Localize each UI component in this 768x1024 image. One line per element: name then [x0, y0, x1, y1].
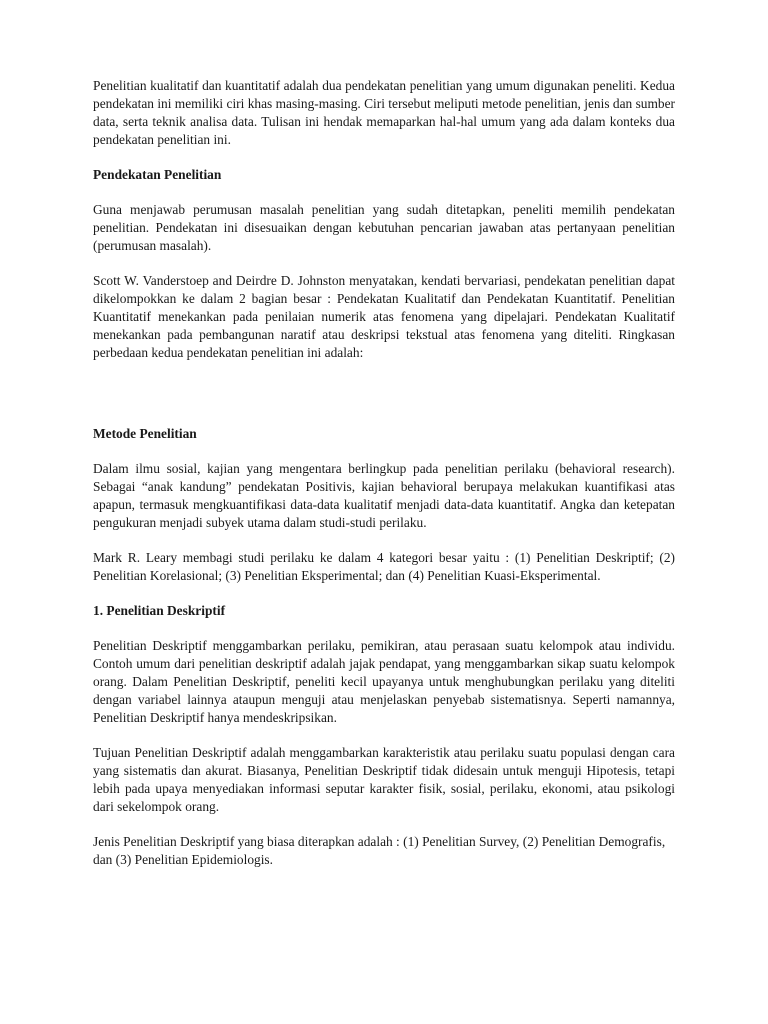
intro-paragraph: Penelitian kualitatif dan kuantitatif adalah dua pendekatan penelitian yang umum digunakan peneliti. Kedua pendekatan ini memiliki ciri khas masing-masing. Ciri tersebut meliputi metode penelitian, jenis dan sumber data, serta teknik analisa data. Tulisan ini hendak memaparkan hal-hal umum yang ada dalam konteks dua pendekatan penelitian ini. [93, 78, 675, 147]
paragraph: Jenis Penelitian Deskriptif yang biasa diterapkan adalah : (1) Penelitian Survey, (2) Penelitian Demografis, dan (3) Penelitian Epidemiologis. [93, 834, 666, 867]
section-heading-metode: Metode Penelitian [93, 426, 197, 441]
paragraph: Guna menjawab perumusan masalah penelitian yang sudah ditetapkan, peneliti memilih pendekatan penelitian. Pendekatan ini disesuaikan dengan kebutuhan pencarian jawaban atas pertanyaan penelitian (perumusan masalah). [93, 202, 675, 253]
section-heading-deskriptif: 1. Penelitian Deskriptif [93, 603, 226, 618]
blank-space [93, 379, 675, 425]
paragraph: Dalam ilmu sosial, kajian yang mengentara berlingkup pada penelitian perilaku (behavioral research). Sebagai “anak kandung” pendekatan Positivis, kajian behavioral berupaya melakukan kuantifikasi atas apapun, termasuk mengkuantifikasi data-data kualitatif menjadi data-data kuantitatif. Angka dan ketepatan pengukuran menjadi subyek utama dalam studi-studi perilaku. [93, 461, 675, 530]
document-page [93, 77, 675, 886]
paragraph: Penelitian Deskriptif menggambarkan perilaku, pemikiran, atau perasaan suatu kelompok atau individu. Contoh umum dari penelitian deskriptif adalah jajak pendapat, yang menggambarkan sikap suatu kelompok orang. Dalam Penelitian Deskriptif, peneliti kecil upayanya untuk menghubungkan perilaku yang diteliti dengan variabel lainnya ataupun menguji atau menjelaskan penyebab sistematisnya. Seperti namannya, Penelitian Deskriptif hanya mendeskripsikan. [93, 638, 675, 725]
paragraph: Mark R. Leary membagi studi perilaku ke dalam 4 kategori besar yaitu : (1) Penelitian Deskriptif; (2) Penelitian Korelasional; (3) Penelitian Eksperimental; dan (4) Penelitian Kuasi-Eksperimental. [93, 550, 675, 583]
paragraph: Tujuan Penelitian Deskriptif adalah menggambarkan karakteristik atau perilaku suatu populasi dengan cara yang sistematis dan akurat. Biasanya, Penelitian Deskriptif tidak didesain untuk menguji Hipotesis, tetapi lebih pada upaya menyediakan informasi seputar karakter fisik, sosial, perilaku, ekonomi, atau psikologi dari sekelompok orang. [93, 745, 675, 814]
paragraph: Scott W. Vanderstoep and Deirdre D. Johnston menyatakan, kendati bervariasi, pendekatan penelitian dapat dikelompokkan ke dalam 2 bagian besar : Pendekatan Kualitatif dan Pendekatan Kuantitatif. Penelitian Kuantitatif menekankan pada penilaian numerik atas fenomena yang dipelajari. Pendekatan Kualitatif menekankan pada pembangunan naratif atau deskripsi tekstual atas fenomena yang diteliti. Ringkasan perbedaan kedua pendekatan penelitian ini adalah: [93, 273, 675, 360]
section-heading-pendekatan: Pendekatan Penelitian [93, 167, 222, 182]
